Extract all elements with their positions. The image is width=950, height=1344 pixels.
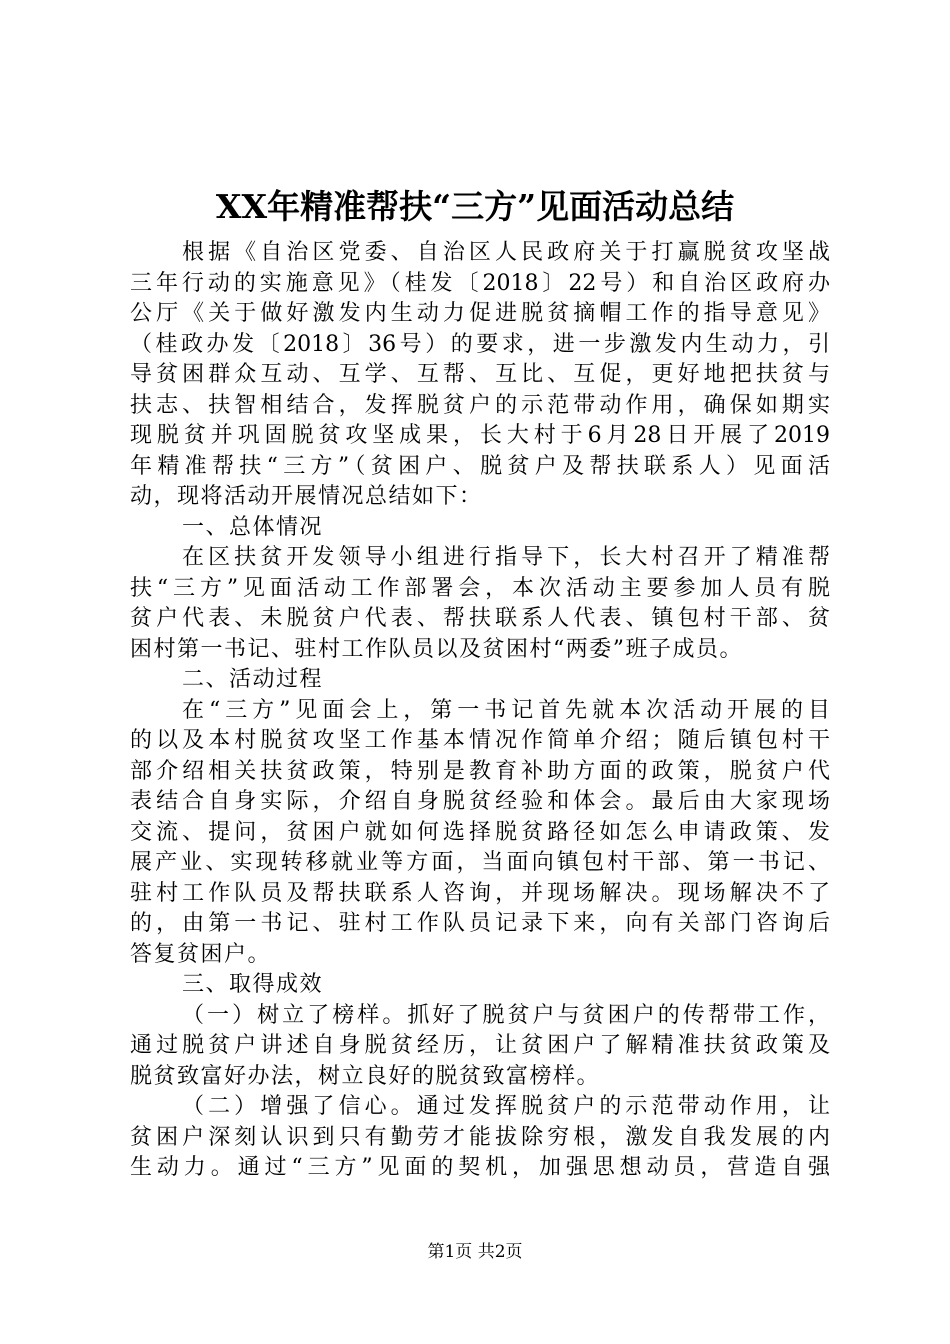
body-line: 扶“三方”见面活动工作部署会，本次活动主要参加人员有脱 (130, 575, 830, 601)
body-line: 公厅《关于做好激发内生动力促进脱贫摘帽工作的指导意见》 (130, 301, 830, 326)
body-line: 展产业、实现转移就业等方面，当面向镇包村干部、第一书记、 (130, 850, 830, 875)
page-number-footer: 第1页 共2页 (427, 1242, 523, 1262)
body-line: 年精准帮扶“三方”（贫困户、脱贫户及帮扶联系人）见面活 (130, 453, 830, 479)
body-line: （桂政办发〔2018〕36号）的要求，进一步激发内生动力，引 (130, 331, 830, 357)
body-line: 三年行动的实施意见》（桂发〔2018〕22号）和自治区政府办 (130, 270, 830, 296)
body-line: 答复贫困户。 (130, 941, 272, 967)
body-line: 困村第一书记、驻村工作队员以及贫困村“两委”班子成员。 (130, 636, 743, 662)
body-line: 表结合自身实际，介绍自身脱贫经验和体会。最后由大家现场 (130, 789, 830, 814)
body-line: 的以及本村脱贫攻坚工作基本情况作简单介绍；随后镇包村干 (130, 728, 830, 753)
body-line: 的，由第一书记、驻村工作队员记录下来，向有关部门咨询后 (130, 911, 830, 936)
body-line: 脱贫致富好办法，树立良好的脱贫致富榜样。 (130, 1063, 601, 1089)
body-line: 扶志、扶智相结合，发挥脱贫户的示范带动作用，确保如期实 (130, 392, 830, 418)
body-line: （一）树立了榜样。抓好了脱贫户与贫困户的传帮带工作， (182, 1002, 830, 1028)
body-line: 现脱贫并巩固脱贫攻坚成果，长大村于6月28日开展了2019 (130, 423, 830, 448)
body-line: 驻村工作队员及帮扶联系人咨询，并现场解决。现场解决不了 (130, 880, 830, 906)
section-heading: 一、总体情况 (182, 514, 324, 540)
body-line: 在区扶贫开发领导小组进行指导下，长大村召开了精准帮 (182, 545, 830, 570)
section-heading: 二、活动过程 (182, 667, 324, 692)
body-line: 通过脱贫户讲述自身脱贫经历，让贫困户了解精准扶贫政策及 (130, 1033, 830, 1058)
body-line: 贫困户深刻认识到只有勤劳才能拔除穷根，激发自我发展的内 (130, 1124, 830, 1150)
body-line: 导贫困群众互动、互学、互帮、互比、互促，更好地把扶贫与 (130, 362, 830, 387)
body-line: 生动力。通过“三方”见面的契机，加强思想动员，营造自强 (130, 1155, 830, 1180)
body-line: 部介绍相关扶贫政策，特别是教育补助方面的政策，脱贫户代 (130, 758, 830, 784)
body-line: （二）增强了信心。通过发挥脱贫户的示范带动作用，让 (182, 1094, 830, 1119)
body-line: 根据《自治区党委、自治区人民政府关于打赢脱贫攻坚战 (182, 240, 830, 265)
body-line: 动，现将活动开展情况总结如下： (130, 484, 483, 509)
document-title: XX年精准帮扶“三方”见面活动总结 (215, 187, 735, 226)
document-body (130, 238, 830, 1184)
body-line: 贫户代表、未脱贫户代表、帮扶联系人代表、镇包村干部、贫 (130, 606, 830, 631)
body-line: 在“三方”见面会上，第一书记首先就本次活动开展的目 (182, 697, 830, 723)
section-heading: 三、取得成效 (182, 972, 324, 997)
body-line: 交流、提问，贫困户就如何选择脱贫路径如怎么申请政策、发 (130, 819, 830, 845)
